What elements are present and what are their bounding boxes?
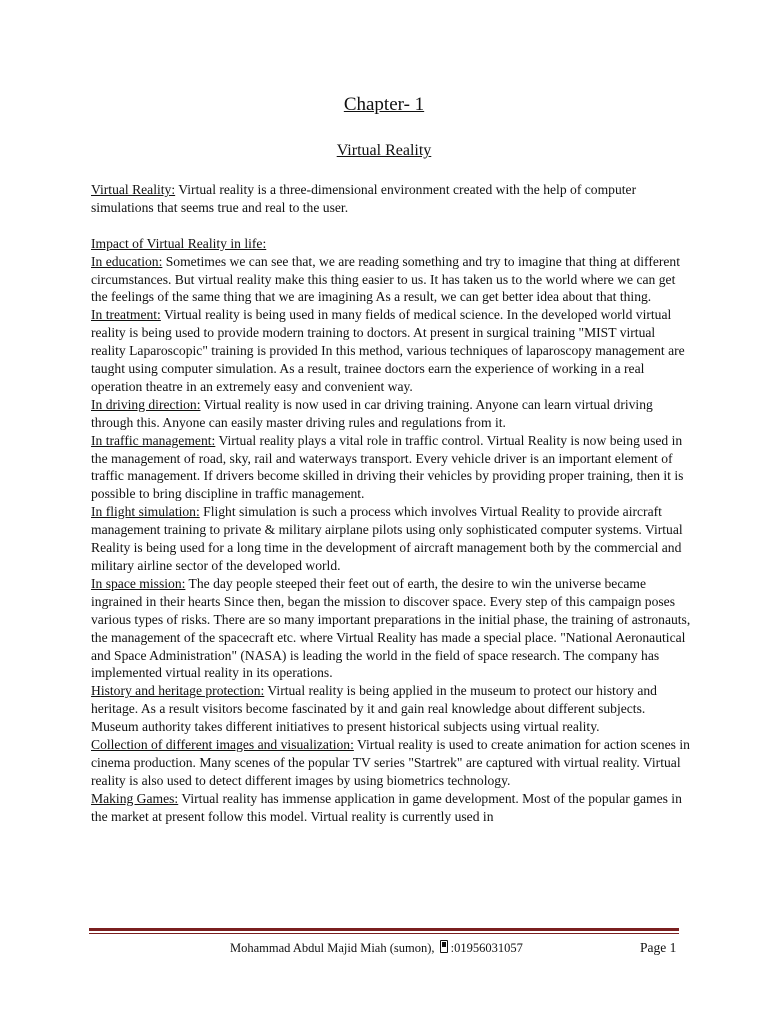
- mobile-phone-icon: [440, 940, 448, 953]
- section-space: [91, 575, 691, 682]
- section-text: The day people steeped their feet out of earth, the desire to win the universe became ingrained in their hearts Since then, began the mission to discover space. Every step of this campaign poses various types of risks. There are so many important preparations in the initial phase, the training of astronauts, the management of the spacecraft etc. where Virtual Reality has made a special place. "National Aeronautical and Space Administration" (NASA) is leading the world in the field of space research. The company has implemented virtual reality in its operations.: [91, 575, 691, 681]
- section-text: Virtual reality is used to create animation for action scenes in cinema production. Many scenes of the popular TV series "Startrek" are captured with virtual reality. Virtual reality is also used to detect different images by using biometrics technology.: [91, 737, 690, 788]
- footer-rule-thin: [89, 933, 679, 934]
- section-text: Virtual reality is now used in car driving training. Anyone can learn virtual driving through this. Anyone can easily master driving rules and regulations from it.: [91, 396, 653, 430]
- section-text: Virtual reality has immense application in game development. Most of the popular games in the market at present follow this model. Virtual reality is currently used in: [91, 790, 682, 824]
- section-term: Making Games:: [91, 790, 179, 806]
- section-term: In driving direction:: [91, 396, 201, 412]
- definition-text: Virtual reality is a three-dimensional environment created with the help of computer simulations that seems true and real to the user.: [91, 182, 637, 215]
- section-driving: [91, 396, 691, 432]
- section-term: In education:: [91, 253, 163, 269]
- phone-number: :01956031057: [450, 941, 523, 955]
- section-term: In traffic management:: [91, 432, 216, 448]
- section-term: Collection of different images and visualization:: [91, 737, 354, 753]
- document-body: [91, 181, 691, 826]
- section-subtitle: Virtual Reality: [336, 142, 432, 159]
- section-text: Flight simulation is such a process which involves Virtual Reality to provide aircraft management training to private & military airplane pilots using only sophisticated computer systems. Virtual Reality is being used for a long time in the development of aircraft management both by the commercial and military airline sector of the developed world.: [91, 504, 683, 574]
- section-term: In flight simulation:: [91, 504, 200, 520]
- page-number: Page 1: [640, 940, 677, 955]
- section-text: Virtual reality is being used in many fields of medical science. In the developed world virtual reality is being used to provide modern training to doctors. At present in surgical training "MIST virtual reality Laparoscopic" training is provided In this method, various techniques of laparoscopy management are taught using computer simulation. As a result, trainee doctors earn the experience of working in a real operation theatre in an extremely easy and convenient way.: [91, 307, 685, 394]
- definition-paragraph: [91, 181, 691, 217]
- section-text: Sometimes we can see that, we are reading something and try to imagine that thing at different circumstances. But virtual reality make this thing easier to us. It has taken us to the world where we can get the feelings of the same thing that we are imagining As a result, we can get better idea about that thing.: [91, 253, 681, 305]
- impact-heading: Impact of Virtual Reality in life:: [91, 235, 267, 251]
- paragraph-gap: [91, 217, 691, 235]
- footer-rule-thick: [89, 928, 679, 931]
- section-heritage: [91, 682, 691, 736]
- section-treatment: [91, 306, 691, 396]
- section-term: In treatment:: [91, 307, 161, 323]
- footer-author: [230, 940, 523, 956]
- section-text: Virtual reality is being applied in the museum to protect our history and heritage. As a result visitors become fascinated by it and gain real knowledge about different subjects. Museum authority takes different initiatives to present historical subjects using virtual reality.: [91, 683, 657, 735]
- section-term: History and heritage protection:: [91, 683, 265, 699]
- section-traffic: [91, 432, 691, 504]
- section-images: [91, 736, 691, 790]
- section-flight: [91, 503, 691, 575]
- impact-heading-paragraph: [91, 235, 691, 253]
- section-games: [91, 790, 691, 826]
- section-education: [91, 253, 691, 307]
- section-text: Virtual reality plays a vital role in traffic control. Virtual Reality is now being used in the management of road, sky, rail and waterways transport. Every vehicle driver is an important element of traffic management. If drivers become skilled in driving their vehicles by providing proper training, then it is possible to bring discipline in traffic management.: [91, 432, 684, 502]
- definition-term: Virtual Reality:: [91, 182, 176, 197]
- section-term: In space mission:: [91, 575, 186, 591]
- author-name: Mohammad Abdul Majid Miah (sumon),: [230, 941, 435, 955]
- chapter-title: Chapter- 1: [343, 94, 425, 115]
